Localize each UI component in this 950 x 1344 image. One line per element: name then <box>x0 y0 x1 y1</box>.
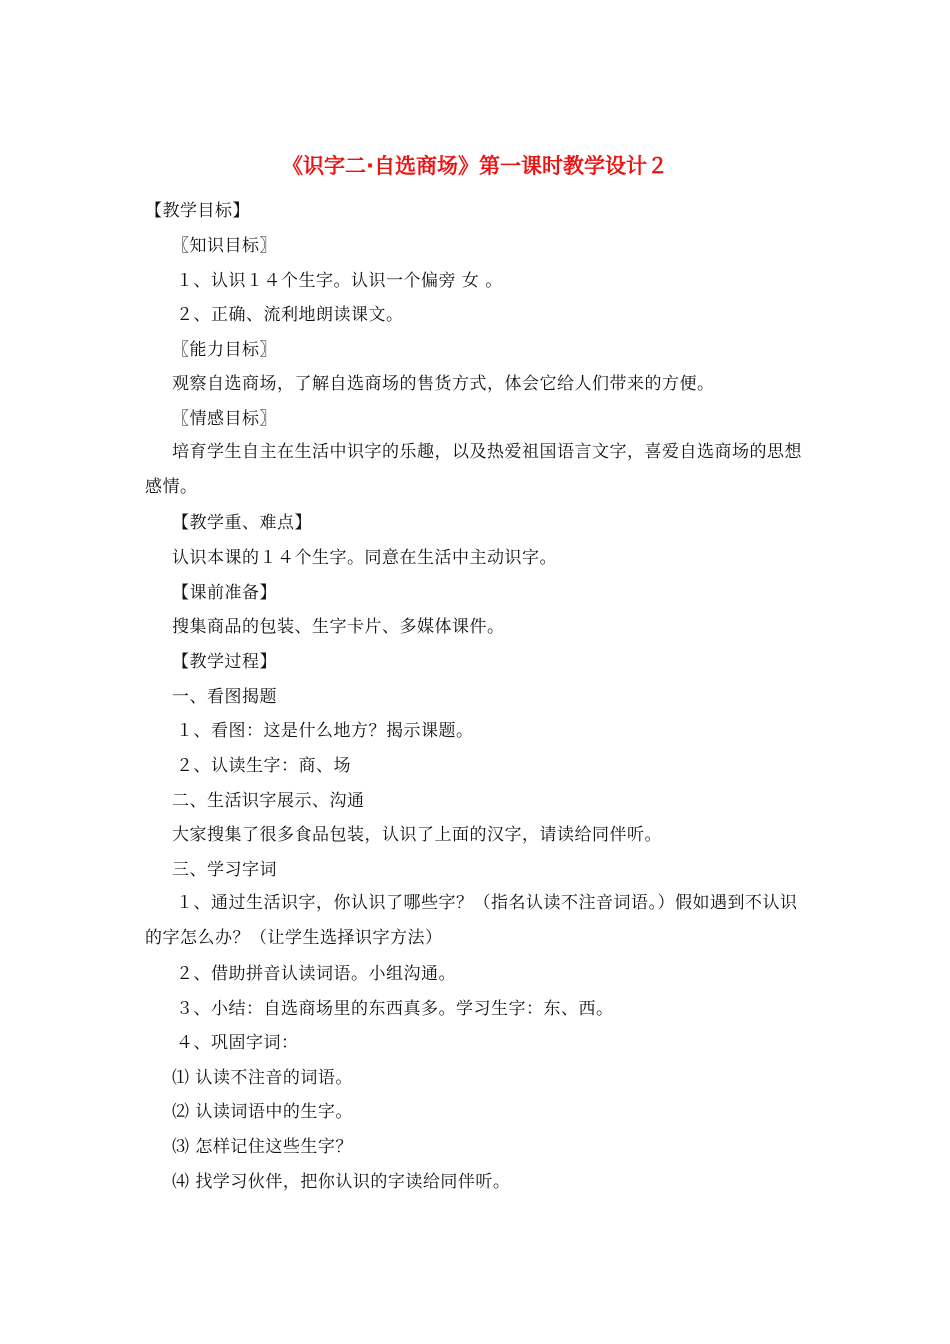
list-item: ２、认读生字：商、场 <box>176 756 351 776</box>
subheading-knowledge: 〖知识目标〗 <box>172 236 277 256</box>
step-heading: 一、看图揭题 <box>172 687 277 707</box>
section-heading-key-points: 【教学重、难点】 <box>172 513 312 533</box>
section-heading-objectives: 【教学目标】 <box>145 201 250 221</box>
section-heading-preparation: 【课前准备】 <box>172 583 277 603</box>
list-item: １、通过生活识字，你认识了哪些字？（指名认读不注音词语。）假如遇到不认识的字怎么办？（让学生选择识字方法） <box>145 893 798 948</box>
subheading-ability: 〖能力目标〗 <box>172 340 277 360</box>
list-item: １、看图：这是什么地方？揭示课题。 <box>176 721 474 741</box>
paragraph: 搜集商品的包装、生字卡片、多媒体课件。 <box>172 617 505 637</box>
subheading-emotion: 〖情感目标〗 <box>172 409 277 429</box>
paragraph: 大家搜集了很多食品包装，认识了上面的汉字，请读给同伴听。 <box>172 825 662 845</box>
sub-list-item: ⑴ 认读不注音的词语。 <box>172 1068 353 1088</box>
paragraph: 认识本课的１４个生字。同意在生活中主动识字。 <box>172 548 557 568</box>
step-heading: 二、生活识字展示、沟通 <box>172 791 365 811</box>
list-item: １、认识１４个生字。认识一个偏旁 女 。 <box>176 271 503 291</box>
step-heading: 三、学习字词 <box>172 860 277 880</box>
list-item: ２、正确、流利地朗读课文。 <box>176 305 404 325</box>
paragraph: 培育学生自主在生活中识字的乐趣，以及热爱祖国语言文字，喜爱自选商场的思想感情。 <box>145 442 802 497</box>
paragraph: 观察自选商场，了解自选商场的售货方式，体会它给人们带来的方便。 <box>172 374 715 394</box>
document-title: 《识字二·自选商场》第一课时教学设计２ <box>282 154 668 178</box>
sub-list-item: ⑵ 认读词语中的生字。 <box>172 1102 353 1122</box>
sub-list-item: ⑷ 找学习伙伴，把你认识的字读给同伴听。 <box>172 1172 511 1192</box>
sub-list-item: ⑶ 怎样记住这些生字？ <box>172 1137 353 1157</box>
list-item: ３、小结：自选商场里的东西真多。学习生字：东、西。 <box>176 999 614 1019</box>
list-item: ４、巩固字词： <box>176 1033 299 1053</box>
list-item: ２、借助拼音认读词语。小组沟通。 <box>176 964 456 984</box>
section-heading-process: 【教学过程】 <box>172 652 277 672</box>
